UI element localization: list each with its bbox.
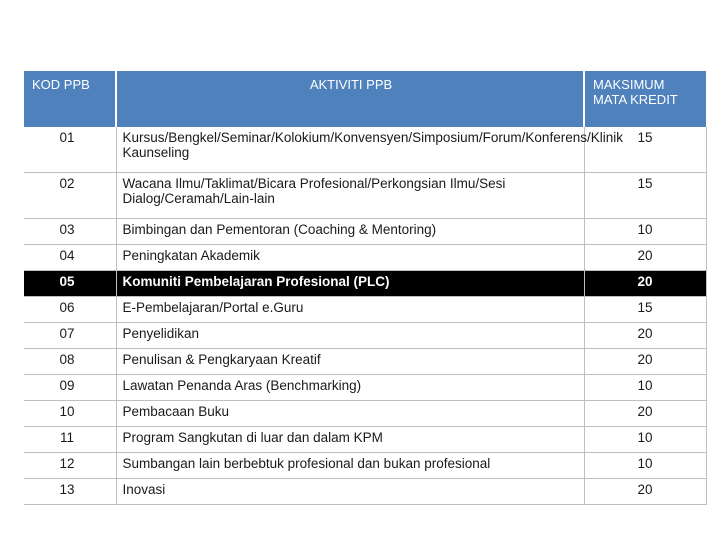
kod-cell: 13 <box>24 479 116 505</box>
aktiviti-cell: Bimbingan dan Pementoran (Coaching & Mentoring) <box>116 219 584 245</box>
kod-cell: 03 <box>24 219 116 245</box>
aktiviti-cell: Sumbangan lain berbebtuk profesional dan bukan profesional <box>116 453 584 479</box>
aktiviti-cell: Kursus/Bengkel/Seminar/Kolokium/Konvensyen/Simposium/Forum/Konferens/Klinik Kaunseling <box>116 127 584 173</box>
table-row-highlighted <box>24 271 706 297</box>
table-row <box>24 245 706 271</box>
kredit-cell: 15 <box>584 173 706 219</box>
table-row <box>24 427 706 453</box>
table-row <box>24 453 706 479</box>
kredit-cell: 20 <box>584 271 706 297</box>
kod-cell: 10 <box>24 401 116 427</box>
table-body <box>24 127 706 505</box>
table-row <box>24 219 706 245</box>
header-kredit: MAKSIMUM MATA KREDIT <box>584 71 706 127</box>
ppb-table <box>24 71 707 505</box>
header-aktiviti: AKTIVITI PPB <box>116 71 584 127</box>
aktiviti-cell: Pembacaan Buku <box>116 401 584 427</box>
kredit-cell: 20 <box>584 401 706 427</box>
kod-cell: 11 <box>24 427 116 453</box>
aktiviti-cell: Komuniti Pembelajaran Profesional (PLC) <box>116 271 584 297</box>
table-row <box>24 323 706 349</box>
kod-cell: 08 <box>24 349 116 375</box>
table-row <box>24 349 706 375</box>
aktiviti-cell: Inovasi <box>116 479 584 505</box>
header-kod: KOD PPB <box>24 71 116 127</box>
kod-cell: 02 <box>24 173 116 219</box>
aktiviti-cell: E-Pembelajaran/Portal e.Guru <box>116 297 584 323</box>
kredit-cell: 20 <box>584 479 706 505</box>
kod-cell: 09 <box>24 375 116 401</box>
kod-cell: 12 <box>24 453 116 479</box>
table-row <box>24 479 706 505</box>
kredit-cell: 10 <box>584 427 706 453</box>
kod-cell: 01 <box>24 127 116 173</box>
aktiviti-cell: Penulisan & Pengkaryaan Kreatif <box>116 349 584 375</box>
table-row <box>24 173 706 219</box>
aktiviti-cell: Wacana Ilmu/Taklimat/Bicara Profesional/Perkongsian Ilmu/Sesi Dialog/Ceramah/Lain-lain <box>116 173 584 219</box>
kod-cell: 07 <box>24 323 116 349</box>
kredit-cell: 20 <box>584 245 706 271</box>
kredit-cell: 10 <box>584 453 706 479</box>
table-row <box>24 297 706 323</box>
kredit-cell: 15 <box>584 127 706 173</box>
aktiviti-cell: Peningkatan Akademik <box>116 245 584 271</box>
table-row <box>24 127 706 173</box>
kredit-cell: 20 <box>584 349 706 375</box>
kredit-cell: 15 <box>584 297 706 323</box>
aktiviti-cell: Program Sangkutan di luar dan dalam KPM <box>116 427 584 453</box>
table-row <box>24 401 706 427</box>
table-row <box>24 375 706 401</box>
kredit-cell: 10 <box>584 219 706 245</box>
kredit-cell: 10 <box>584 375 706 401</box>
kod-cell: 05 <box>24 271 116 297</box>
table-header <box>24 71 706 127</box>
kod-cell: 04 <box>24 245 116 271</box>
kredit-cell: 20 <box>584 323 706 349</box>
aktiviti-cell: Lawatan Penanda Aras (Benchmarking) <box>116 375 584 401</box>
kod-cell: 06 <box>24 297 116 323</box>
aktiviti-cell: Penyelidikan <box>116 323 584 349</box>
